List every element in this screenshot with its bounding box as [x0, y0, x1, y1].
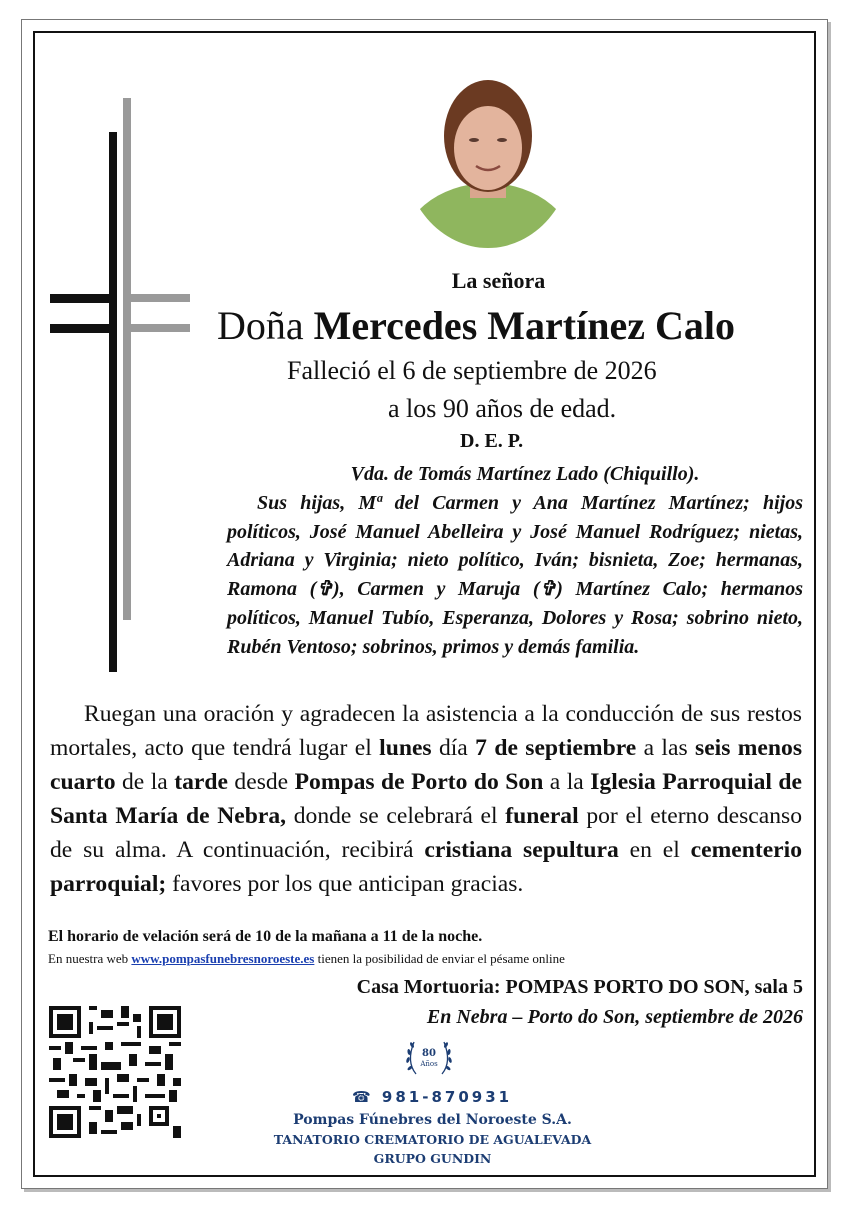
widow-line: Vda. de Tomás Martínez Lado (Chiquillo). — [350, 463, 700, 485]
announcement-text: a la — [543, 769, 591, 795]
announcement-bold: funeral — [505, 803, 579, 829]
seal-number: 80 — [422, 1048, 436, 1059]
death-date: Falleció el 6 de septiembre de 2026 — [287, 356, 657, 385]
announcement-text: Ruegan una oración y agradecen la asistencia a la conducción de sus restos mortales, acto que tendrá lugar el — [50, 701, 802, 761]
family-text: Sus hijas, Mª del Carmen y Ana Martínez Martínez; hijos políticos, José Manuel Abelleira y José Manuel Rodríguez; nietas, Adriana y Virginia; nieto político, Iván; bisnieta, Zoe; hermanas, Ramona (✞), Carmen y Maruja (✞) Martínez Calo; hermanos políticos, Manuel Tubío, Esperanza, Dolores y Rosa; sobrino nieto, Rubén Ventoso; sobrinos, primos y demás familia. — [227, 491, 803, 658]
announcement-text: favores por los que anticipan gracias. — [166, 871, 524, 897]
salutation: La señora — [451, 268, 546, 293]
company-line-3: GRUPO GUNDIN — [373, 1151, 492, 1166]
family-block — [227, 460, 803, 662]
deceased-name: Mercedes Martínez Calo — [313, 303, 735, 348]
rip: D. E. P. — [460, 430, 524, 452]
announcement-text: por el eterno descanso de su alma. A continuación, recibirá — [50, 803, 802, 863]
death-age: a los 90 años de edad. — [388, 394, 617, 423]
web-prefix: En nuestra web — [48, 951, 132, 966]
announcement-bold: cementerio parroquial; — [50, 837, 802, 897]
deceased-name-line — [217, 302, 735, 350]
seal-label: Años — [420, 1060, 438, 1068]
announcement-text: a las — [636, 735, 696, 761]
announcement-text: día — [431, 735, 476, 761]
announcement-text: en el — [618, 837, 691, 863]
announcement — [50, 697, 802, 901]
announcement-bold: seis menos cuarto — [50, 735, 802, 795]
announcement-bold: tarde — [174, 769, 228, 795]
cross-icon — [50, 98, 190, 673]
website-link[interactable]: www.pompasfunebresnoroeste.es — [131, 951, 315, 966]
phone-line — [352, 1088, 512, 1106]
announcement-text: donde se celebrará el — [286, 803, 506, 829]
announcement-bold: cristiana sepultura — [424, 837, 619, 863]
viewing-hours: El horario de velación será de 10 de la mañana a 11 de la noche. — [48, 928, 483, 945]
announcement-bold: Pompas de Porto do Son — [294, 769, 544, 795]
announcement-bold: lunes — [379, 735, 432, 761]
announcement-text: de la — [115, 769, 175, 795]
web-suffix: tienen la posibilidad de enviar el pésame online — [314, 951, 565, 966]
funeral-home: Casa Mortuoria: POMPAS PORTO DO SON, sala 5 — [356, 976, 803, 998]
page-shadow-bottom — [24, 1189, 831, 1192]
web-condolence-line — [48, 951, 565, 967]
anniversary-seal — [402, 1034, 456, 1080]
announcement-paragraph — [50, 697, 802, 901]
phone-icon: ☎ — [352, 1088, 374, 1106]
deceased-title: Doña — [217, 303, 304, 348]
announcement-bold: Iglesia Parroquial de Santa María de Nebra, — [50, 769, 802, 829]
company-line-2: TANATORIO CREMATORIO DE AGUALEVADA — [273, 1132, 592, 1147]
place-date: En Nebra – Porto do Son, septiembre de 2026 — [426, 1006, 803, 1028]
page-shadow-right — [828, 22, 831, 1192]
phone-number[interactable]: 981-870931 — [381, 1088, 513, 1106]
announcement-bold: 7 de septiembre — [475, 735, 637, 761]
company-name: Pompas Fúnebres del Noroeste S.A. — [293, 1112, 572, 1128]
portrait-photo — [402, 48, 574, 248]
announcement-text: desde — [227, 769, 295, 795]
